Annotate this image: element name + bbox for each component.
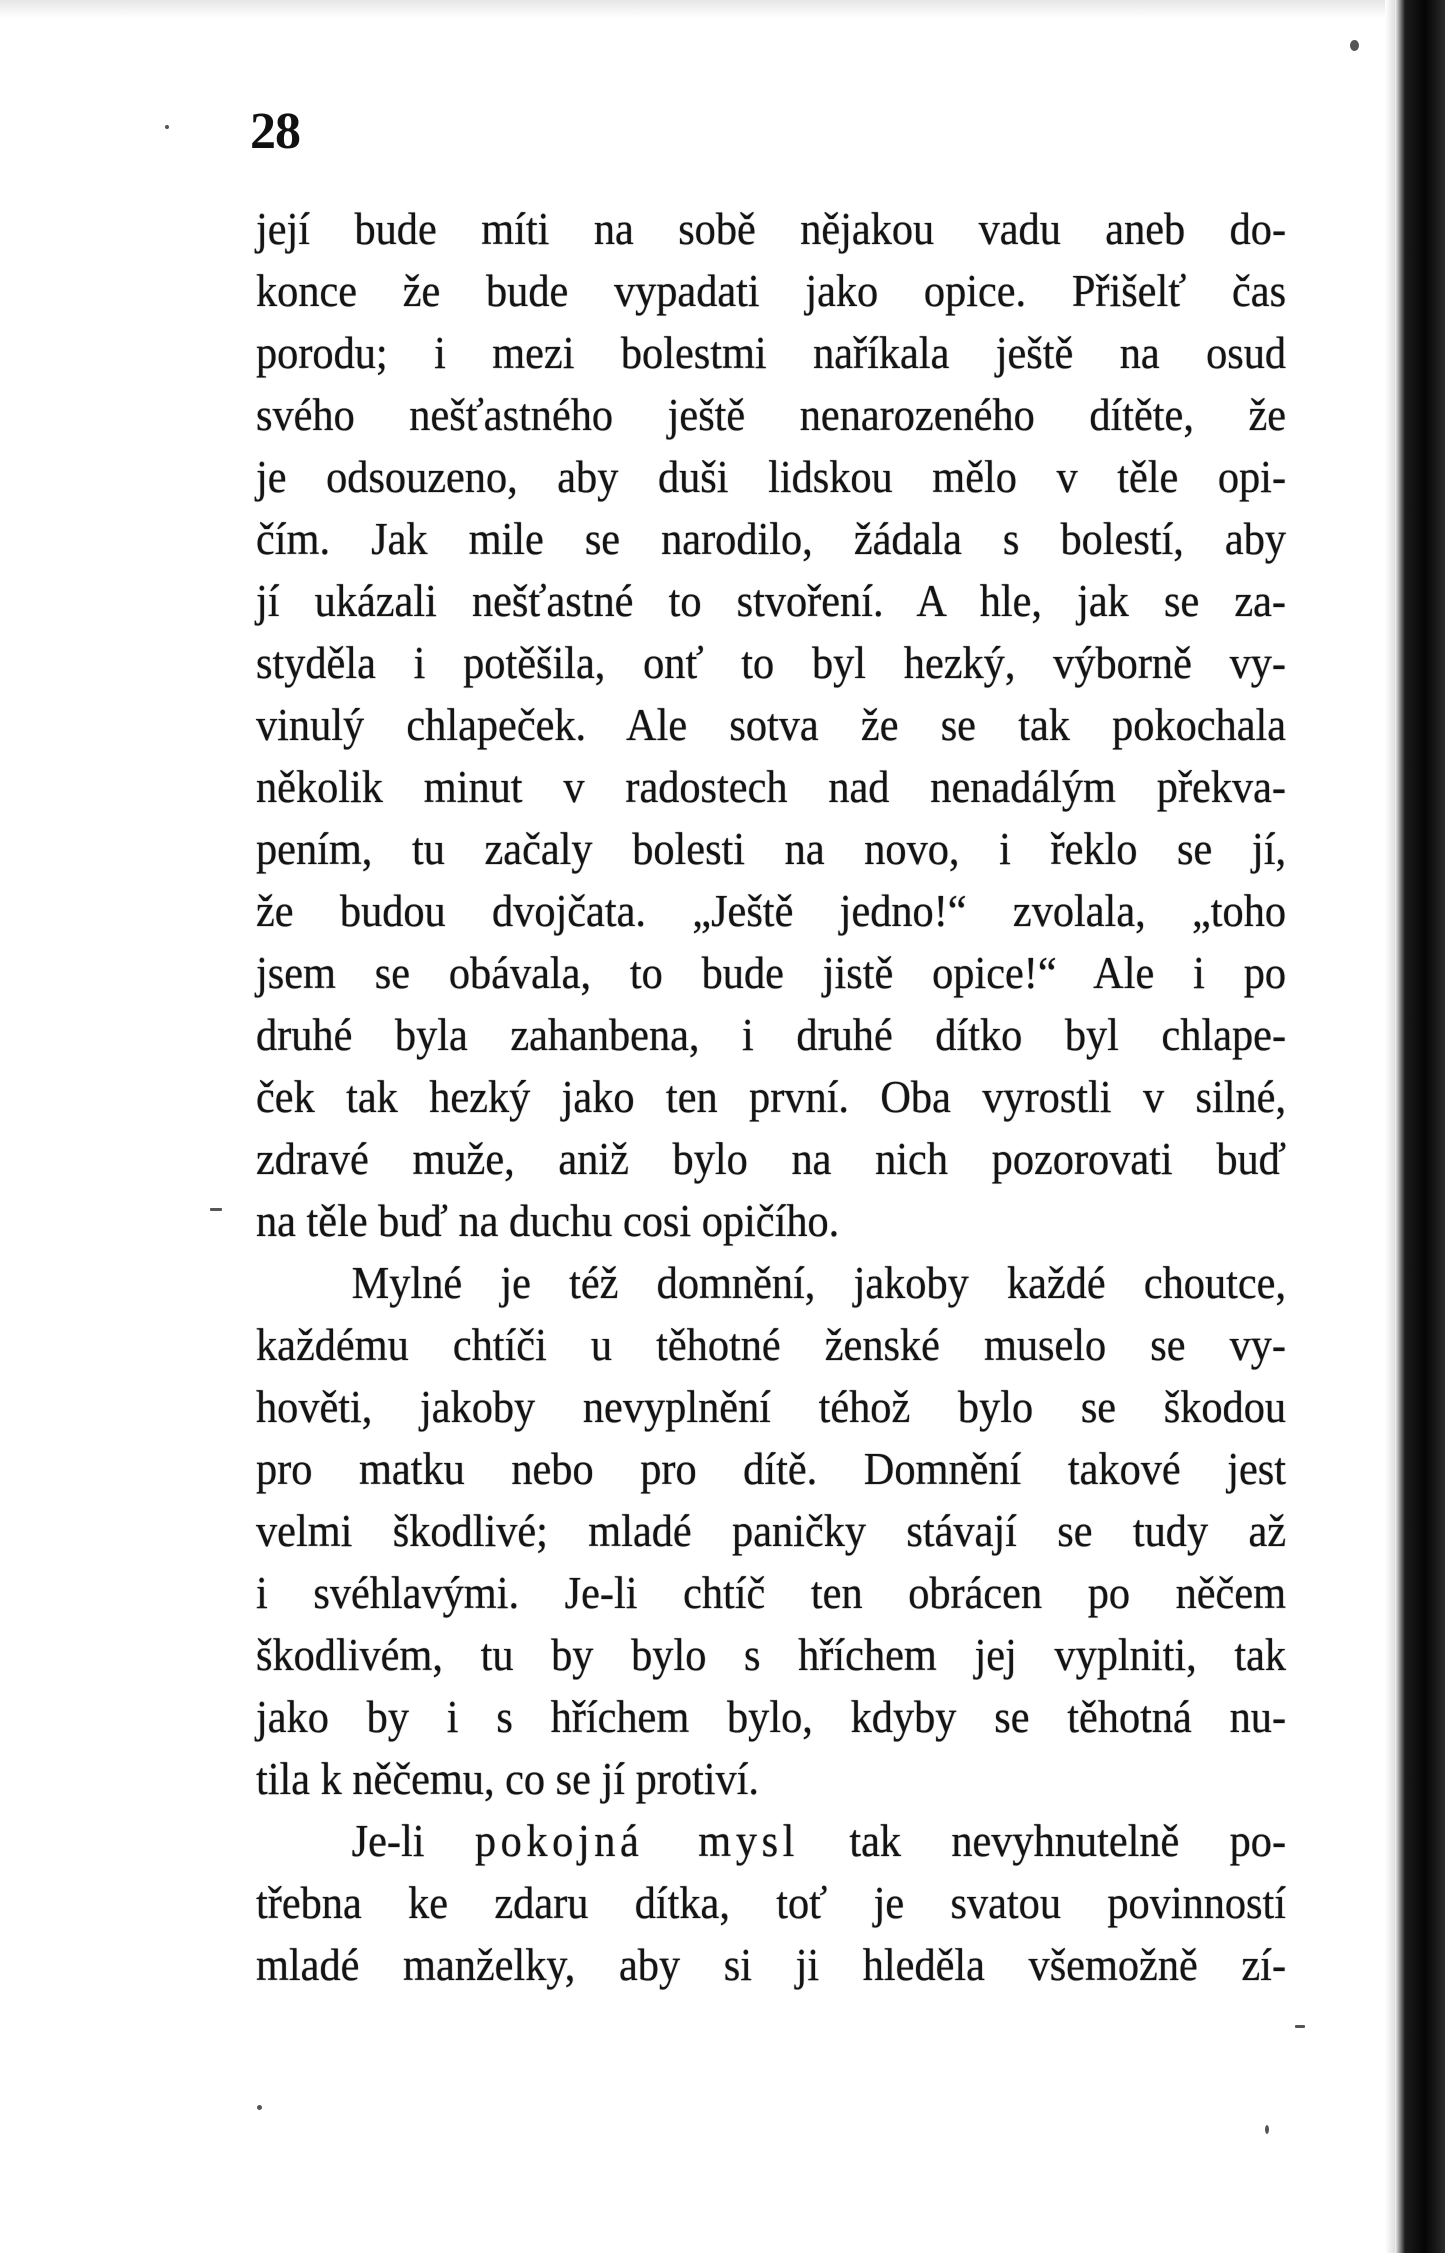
scan-speck [1295,2025,1305,2028]
text-line: vinulý chlapeček. Ale sotva že se tak pokochala [256,699,1287,750]
text-line: čím. Jak mile se narodilo, žádala s bolestí, aby [256,513,1287,564]
paragraph-end-line: na těle buď na duchu cosi opičího. [256,1195,840,1246]
text-line: je odsouzeno, aby duši lidskou mělo v těle opi- [256,451,1287,502]
page-number: 28 [250,103,300,160]
line-segment: Je-li [351,1815,475,1866]
text-line: hověti, jakoby nevyplnění téhož bylo se škodou [256,1381,1287,1432]
scan-speck [1350,40,1359,51]
text-line: svého nešťastného ještě nenarozeného dítěte, že [256,389,1287,440]
text-line: druhé byla zahanbena, i druhé dítko byl chlape- [256,1009,1287,1060]
scan-speck [165,125,169,129]
text-line: jako by i s hříchem bylo, kdyby se těhotná nu- [256,1691,1287,1742]
paragraph-end-line: tila k něčemu, co se jí protiví. [256,1753,760,1804]
text-line: pením, tu začaly bolesti na novo, i řeklo se jí, [256,823,1287,874]
text-line: ček tak hezký jako ten první. Oba vyrostli v silné, [256,1071,1287,1122]
text-line: škodlivém, tu by bylo s hříchem jej vyplniti, tak [256,1629,1287,1680]
text-line: velmi škodlivé; mladé paničky stávají se tudy až [256,1505,1287,1556]
scan-speck [210,1208,222,1211]
scan-top-shadow [0,0,1395,18]
text-line: zdravé muže, aniž bylo na nich pozorovati buď [256,1133,1287,1184]
text-line: styděla i potěšila, onť to byl hezký, výborně vy- [256,637,1287,688]
line-segment: tak nevyhnutelně po- [799,1815,1287,1866]
text-line: i svéhlavými. Je-li chtíč ten obrácen po něčem [256,1567,1287,1618]
text-line: že budou dvojčata. „Ještě jedno!“ zvolala, „toho [256,885,1287,936]
scan-speck [257,2105,262,2110]
text-line: její bude míti na sobě nějakou vadu aneb do- [256,203,1287,254]
emphasized-spaced-text: pokojná mysl [474,1815,800,1866]
body-text [256,198,1286,1996]
paragraph-start-line [256,1810,1286,1872]
text-line: několik minut v radostech nad nenadálým překva- [256,761,1287,812]
text-line: konce že bude vypadati jako opice. Přišelť čas [256,265,1287,316]
text-line: pro matku nebo pro dítě. Domnění takové jest [256,1443,1287,1494]
text-line: porodu; i mezi bolestmi naříkala ještě na osud [256,327,1287,378]
text-line: mladé manželky, aby si ji hleděla všemožně zí- [256,1939,1287,1990]
page-binding-edge [1395,0,1445,2253]
text-line: jsem se obávala, to bude jistě opice!“ Ale i po [256,947,1287,998]
text-line: třebna ke zdaru dítka, toť je svatou povinností [256,1877,1287,1928]
paragraph-start-line: Mylné je též domnění, jakoby každé choutce, [351,1257,1287,1308]
text-line: každému chtíči u těhotné ženské muselo se vy- [256,1319,1287,1370]
scan-speck [1265,2125,1269,2134]
text-line: jí ukázali nešťastné to stvoření. A hle, jak se za- [256,575,1287,626]
